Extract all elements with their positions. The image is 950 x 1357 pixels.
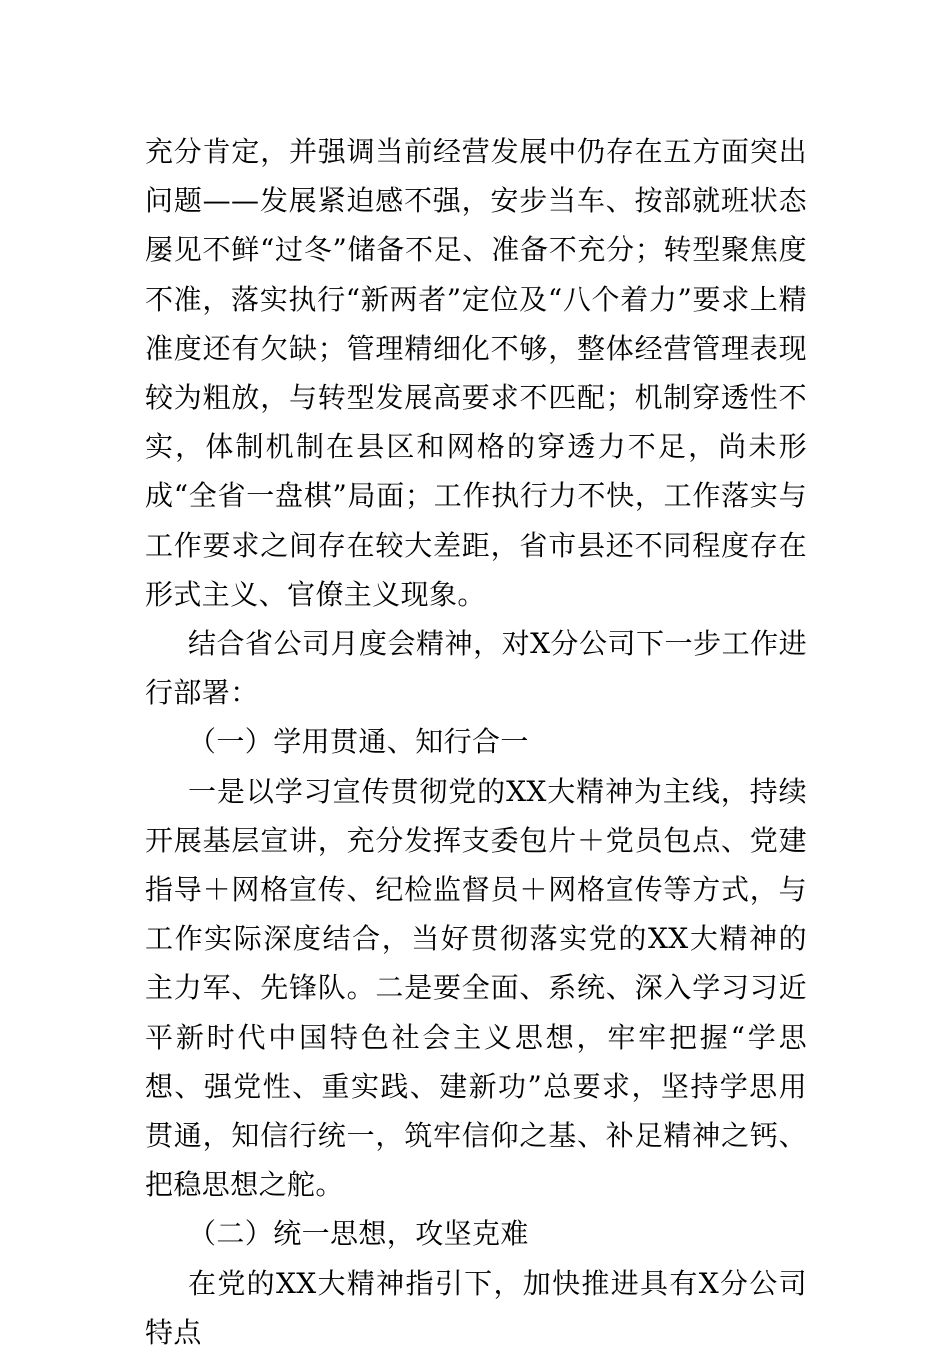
section-heading: （二）统一思想，攻坚克难: [188, 1217, 529, 1251]
body-paragraph: 一是以学习宣传贯彻党的XX大精神为主线，持续开展基层宣讲，充分发挥支委包片＋党员包点、党建指导＋网格宣传、纪检监督员＋网格宣传等方式，与工作实际深度结合，当好贯彻落实党的XX大精神的主力军、先锋队。二是要全面、系统、深入学习习近平新时代中国特色社会主义思想，牢牢把握“学思想、强党性、重实践、建新功”总要求，坚持学思用贯通，知信行统一，筑牢信仰之基、补足精神之钙、把稳思想之舵。: [145, 774, 807, 1202]
body-paragraph: 在党的XX大精神指引下，加快推进具有X分公司特点: [145, 1266, 807, 1349]
body-paragraph: 结合省公司月度会精神，对X分公司下一步工作进行部署：: [145, 627, 807, 710]
section-heading: （一）学用贯通、知行合一: [188, 725, 529, 759]
body-paragraph: 充分肯定，并强调当前经营发展中仍存在五方面突出问题——发展紧迫感不强，安步当车、按部就班状态屡见不鲜“过冬”储备不足、准备不充分；转型聚焦度不准，落实执行“新两者”定位及“八个着力”要求上精准度还有欠缺；管理精细化不够，整体经营管理表现较为粗放，与转型发展高要求不匹配；机制穿透性不实，体制机制在县区和网格的穿透力不足，尚未形成“全省一盘棋”局面；工作执行力不快，工作落实与工作要求之间存在较大差距，省市县还不同程度存在形式主义、官僚主义现象。: [145, 135, 807, 611]
document-body: [145, 127, 807, 1357]
